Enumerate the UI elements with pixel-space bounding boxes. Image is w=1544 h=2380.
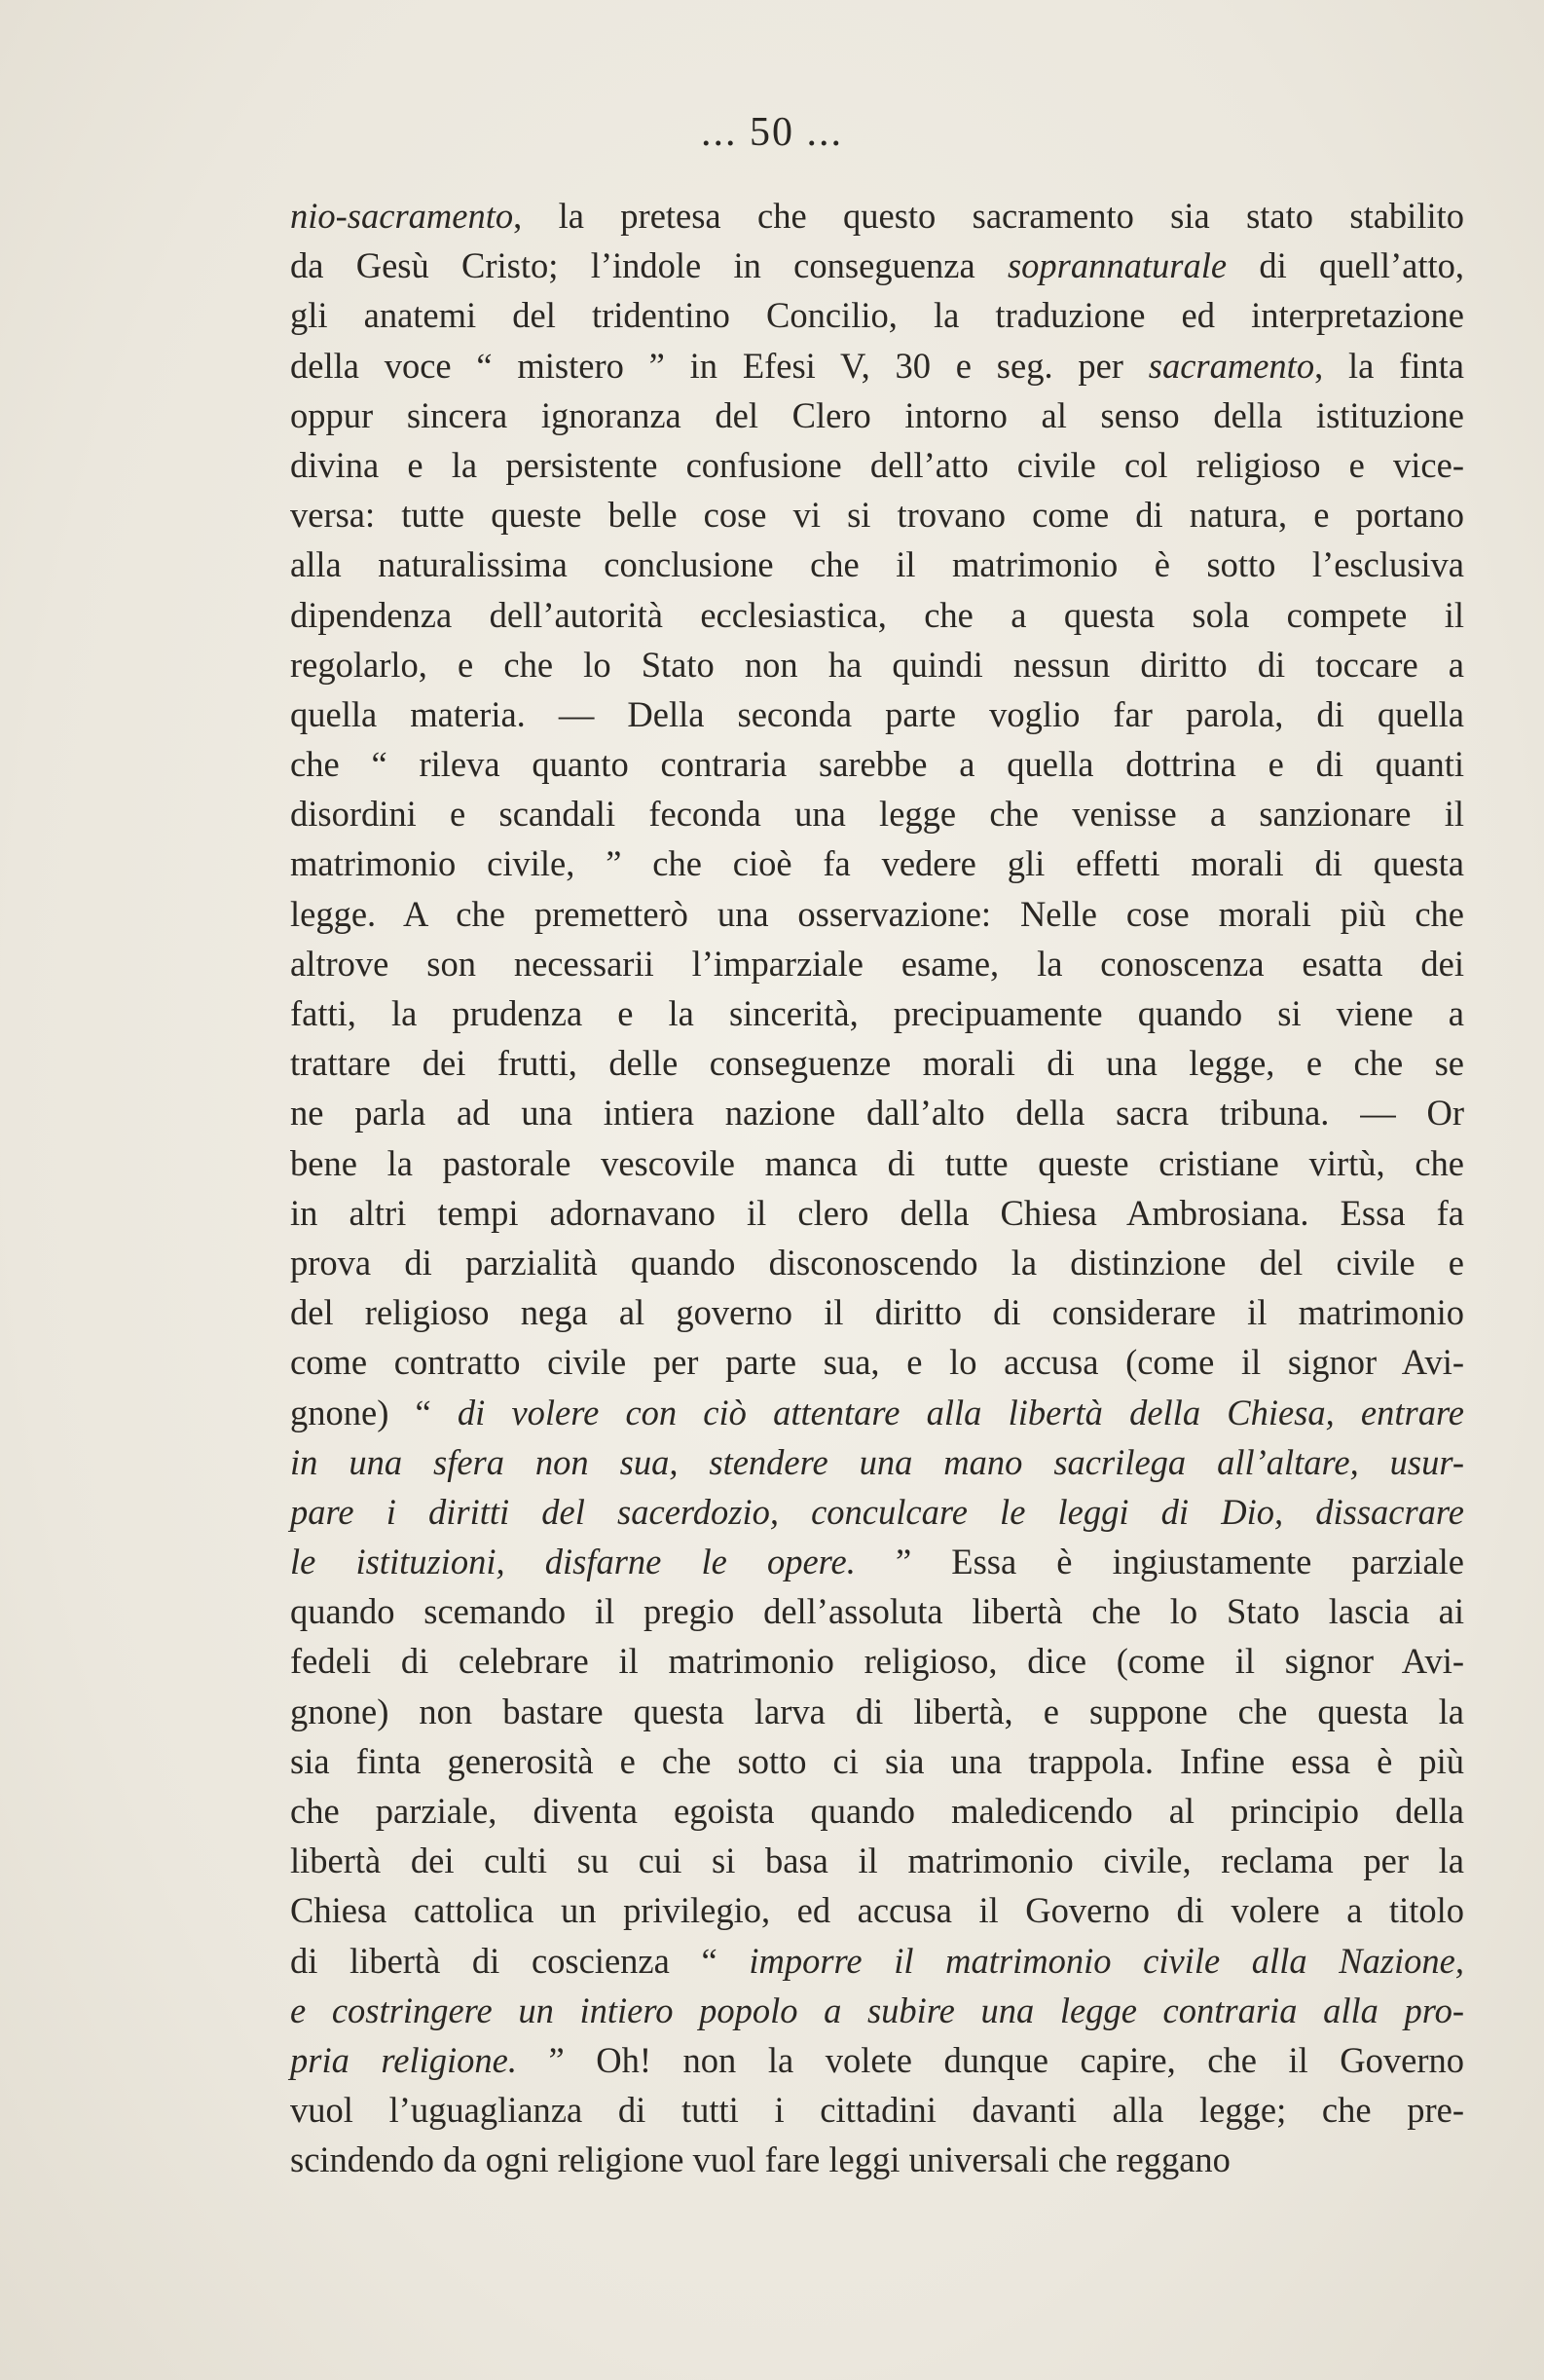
text-segment: di quell’atto,	[1227, 245, 1465, 286]
text-segment: gnone) non bastare questa larva di libertà, e suppone che questa la	[290, 1691, 1464, 1731]
text-segment: matrimonio civile, ” che cioè fa vedere gli effetti morali di questa	[290, 843, 1464, 884]
page-number: ... 50 ...	[701, 110, 843, 155]
text-line	[290, 1188, 1464, 1238]
text-line	[290, 490, 1464, 539]
text-segment: quella materia. — Della seconda parte voglio far parola, di quella	[290, 693, 1464, 734]
text-line	[290, 1238, 1464, 1287]
text-line	[290, 1088, 1464, 1137]
text-line	[290, 1038, 1464, 1088]
text-line	[290, 1687, 1464, 1736]
text-segment: altrove son necessarii l’imparziale esame, la conoscenza esatta dei	[290, 943, 1464, 984]
text-segment: disordini e scandali feconda una legge che venisse a sanzionare il	[290, 794, 1464, 835]
text-segment: del religioso nega al governo il diritto di considerare il matrimonio	[290, 1292, 1464, 1333]
text-segment: alla naturalissima conclusione che il matrimonio è sotto l’esclusiva	[290, 544, 1464, 585]
text-line	[290, 838, 1464, 888]
text-line	[290, 640, 1464, 689]
text-line	[290, 2085, 1464, 2135]
italic-text-segment: di volere con ciò attentare alla libertà della Chiesa, entrare	[457, 1392, 1464, 1432]
text-segment: Chiesa cattolica un privilegio, ed accusa il Governo di volere a titolo	[290, 1890, 1464, 1931]
text-segment: di libertà di coscienza “	[290, 1940, 750, 1981]
italic-text-segment: imporre il matrimonio civile alla Nazione,	[749, 1940, 1465, 1981]
text-line	[290, 191, 1464, 241]
text-line	[290, 1786, 1464, 1836]
italic-text-segment: nio-sacramento	[290, 196, 514, 236]
text-line	[290, 939, 1464, 988]
text-segment: dipendenza dell’autorità ecclesiastica, che a questa sola compete il	[290, 594, 1464, 635]
text-segment: libertà dei culti su cui si basa il matrimonio civile, reclama per la	[290, 1841, 1464, 1881]
text-segment: vuol l’uguaglianza di tutti i cittadini davanti alla legge; che pre-	[290, 2090, 1464, 2131]
text-line	[290, 2035, 1464, 2085]
text-segment: gnone) “	[290, 1392, 458, 1432]
text-segment: ” Oh! non la volete dunque capire, che il Governo	[516, 2039, 1465, 2080]
text-segment: , la finta	[1314, 345, 1465, 386]
text-line	[290, 290, 1464, 340]
text-line	[290, 1936, 1464, 1986]
text-line	[290, 789, 1464, 838]
text-segment: prova di parzialità quando disconoscendo la distinzione del civile e	[290, 1242, 1464, 1283]
text-line	[290, 539, 1464, 589]
text-line	[290, 1586, 1464, 1636]
italic-text-segment: in una sfera non sua, stendere una mano sacrilega all’altare, usur-	[290, 1441, 1464, 1482]
text-segment: quando scemando il pregio dell’assoluta libertà che lo Stato lascia ai	[290, 1591, 1464, 1632]
text-segment: scindendo da ogni religione vuol fare leggi universali che reggano	[290, 2139, 1231, 2180]
text-line	[290, 390, 1464, 440]
text-line	[290, 1138, 1464, 1188]
text-line	[290, 341, 1464, 390]
text-line	[290, 2135, 1464, 2184]
text-segment: bene la pastorale vescovile manca di tutte queste cristiane virtù, che	[290, 1142, 1464, 1183]
text-line	[290, 889, 1464, 939]
text-segment: divina e la persistente confusione dell’atto civile col religioso e vice-	[290, 444, 1464, 485]
text-segment: come contratto civile per parte sua, e lo accusa (come il signor Avi-	[290, 1342, 1464, 1383]
text-segment: regolarlo, e che lo Stato non ha quindi nessun diritto di toccare a	[290, 644, 1464, 685]
text-line	[290, 1337, 1464, 1387]
text-segment: sia finta generosità e che sotto ci sia una trappola. Infine essa è più	[290, 1740, 1464, 1781]
text-line	[290, 1836, 1464, 1885]
text-line	[290, 1437, 1464, 1487]
text-line	[290, 988, 1464, 1038]
text-line	[290, 1986, 1464, 2035]
text-line	[290, 1287, 1464, 1337]
text-segment: che “ rileva quanto contraria sarebbe a quella dottrina e di quanti	[290, 744, 1464, 785]
text-line	[290, 1487, 1464, 1537]
text-segment: fedeli di celebrare il matrimonio religioso, dice (come il signor Avi-	[290, 1641, 1464, 1682]
text-line	[290, 1388, 1464, 1437]
text-line	[290, 1885, 1464, 1935]
text-segment: gli anatemi del tridentino Concilio, la traduzione ed interpretazione	[290, 295, 1464, 336]
text-line	[290, 590, 1464, 640]
text-segment: trattare dei frutti, delle conseguenze morali di una legge, e che se	[290, 1043, 1464, 1084]
text-segment: da Gesù Cristo; l’indole in conseguenza	[290, 245, 1008, 286]
text-segment: che parziale, diventa egoista quando maledicendo al principio della	[290, 1791, 1464, 1831]
italic-text-segment: pare i diritti del sacerdozio, conculcare le leggi di Dio, dissacrare	[290, 1491, 1464, 1532]
italic-text-segment: sacramento	[1148, 345, 1315, 386]
text-line	[290, 241, 1464, 290]
text-line	[290, 440, 1464, 490]
italic-text-segment: soprannaturale	[1007, 245, 1228, 286]
text-segment: fatti, la prudenza e la sincerità, precipuamente quando si viene a	[290, 993, 1464, 1033]
body-text	[290, 191, 1464, 2185]
text-segment: oppur sincera ignoranza del Clero intorno al senso della istituzione	[290, 394, 1464, 435]
text-segment: , la pretesa che questo sacramento sia stato stabilito	[513, 196, 1464, 236]
text-line	[290, 1736, 1464, 1786]
text-segment: versa: tutte queste belle cose vi si trovano come di natura, e portano	[290, 495, 1464, 536]
italic-text-segment: e costringere un intiero popolo a subire una legge contraria alla pro-	[290, 1990, 1464, 2030]
text-line	[290, 1636, 1464, 1686]
text-line	[290, 739, 1464, 789]
text-segment: ” Essa è ingiustamente parziale	[855, 1542, 1464, 1582]
text-line	[290, 1537, 1464, 1586]
text-segment: legge. A che premetterò una osservazione: Nelle cose morali più che	[290, 893, 1464, 934]
text-line	[290, 689, 1464, 739]
italic-text-segment: pria religione.	[290, 2039, 517, 2080]
text-segment: in altri tempi adornavano il clero della Chiesa Ambrosiana. Essa fa	[290, 1192, 1464, 1233]
text-segment: ne parla ad una intiera nazione dall’alto della sacra tribuna. — Or	[290, 1093, 1464, 1134]
text-segment: della voce “ mistero ” in Efesi V, 30 e seg. per	[290, 345, 1149, 386]
italic-text-segment: le istituzioni, disfarne le opere.	[290, 1542, 856, 1582]
